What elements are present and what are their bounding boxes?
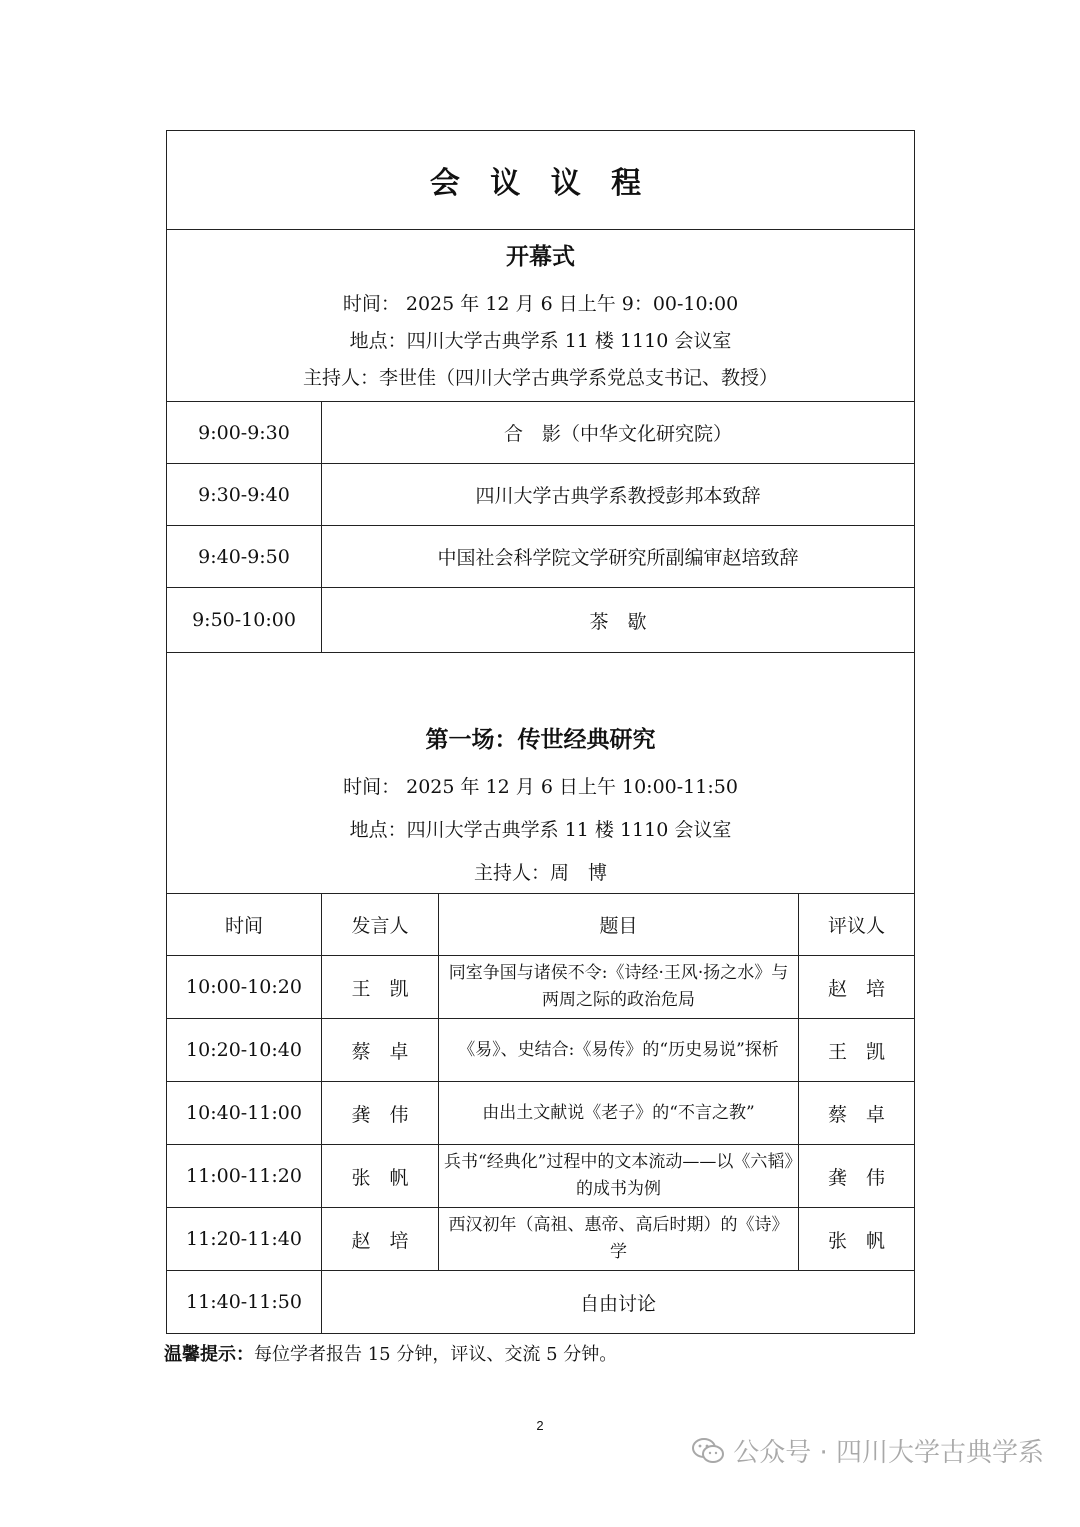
- table-row: [167, 1208, 915, 1271]
- session1-place: 地点：四川大学古典学系 11 楼 1110 会议室: [349, 819, 732, 841]
- talk-time: 10:20-10:40: [167, 1019, 322, 1082]
- session1-host: 主持人：周 博: [474, 862, 608, 884]
- talk-reviewer: 王 凯: [799, 1019, 915, 1082]
- opening-time: 时间： 2025 年 12 月 6 日上午 9：00-10:00: [342, 292, 739, 315]
- talk-speaker: 王 凯: [322, 956, 439, 1019]
- agenda-table: [166, 130, 915, 1334]
- header-speaker: 发言人: [322, 894, 439, 956]
- talk-speaker: 龚 伟: [322, 1082, 439, 1145]
- table-row: [167, 588, 915, 653]
- row-time: 9:50-10:00: [167, 588, 322, 653]
- closing-time: 11:40-11:50: [167, 1271, 322, 1334]
- opening-host: 主持人：李世佳（四川大学古典学系党总支书记、教授）: [303, 366, 779, 389]
- table-row: [167, 1019, 915, 1082]
- tip-text: 每位学者报告 15 分钟，评议、交流 5 分钟。: [254, 1344, 618, 1365]
- tip-label: 温馨提示：: [164, 1344, 254, 1365]
- talk-speaker: 张 帆: [322, 1145, 439, 1208]
- watermark: [691, 1432, 1044, 1469]
- talk-speaker: 赵 培: [322, 1208, 439, 1271]
- talk-topic: 由出土文献说《老子》的“不言之教”: [439, 1082, 799, 1145]
- talk-reviewer: 蔡 卓: [799, 1082, 915, 1145]
- talk-topic: 兵书“经典化”过程中的文本流动——以《六韬》的成书为例: [439, 1145, 799, 1208]
- session1-time: 时间： 2025 年 12 月 6 日上午 10:00-11:50: [343, 776, 738, 798]
- talk-time: 10:40-11:00: [167, 1082, 322, 1145]
- watermark-text: 公众号 · 四川大学古典学系: [733, 1438, 1044, 1468]
- session1-heading: 第一场：传世经典研究: [425, 727, 656, 753]
- table-row: [167, 1271, 915, 1334]
- table-row: [167, 956, 915, 1019]
- talk-reviewer: 张 帆: [799, 1208, 915, 1271]
- talk-time: 11:20-11:40: [167, 1208, 322, 1271]
- talk-speaker: 蔡 卓: [322, 1019, 439, 1082]
- talk-time: 10:00-10:20: [167, 956, 322, 1019]
- opening-place: 地点：四川大学古典学系 11 楼 1110 会议室: [349, 329, 732, 352]
- talk-reviewer: 赵 培: [799, 956, 915, 1019]
- wechat-icon: [691, 1437, 725, 1465]
- header-time: 时间: [167, 894, 322, 956]
- row-time: 9:40-9:50: [167, 526, 322, 588]
- talk-topic: 西汉初年（高祖、惠帝、高后时期）的《诗》学: [439, 1208, 799, 1271]
- talk-topic: 《易》、史结合:《易传》的“历史易说”探析: [439, 1019, 799, 1082]
- header-topic: 题目: [439, 894, 799, 956]
- row-item: 合 影（中华文化研究院）: [322, 402, 915, 464]
- row-time: 9:00-9:30: [167, 402, 322, 464]
- table-header-row: [167, 894, 915, 956]
- table-row: [167, 402, 915, 464]
- talk-reviewer: 龚 伟: [799, 1145, 915, 1208]
- table-row: [167, 464, 915, 526]
- row-item: 中国社会科学院文学研究所副编审赵培致辞: [322, 526, 915, 588]
- talk-topic: 同室争国与诸侯不令:《诗经·王风·扬之水》与两周之际的政治危局: [439, 956, 799, 1019]
- tip-note: [164, 1340, 617, 1366]
- page-title: 会 议 议 程: [167, 131, 915, 230]
- table-row: [167, 526, 915, 588]
- row-item: 四川大学古典学系教授彭邦本致辞: [322, 464, 915, 526]
- agenda-sheet: [166, 130, 914, 1334]
- table-row: [167, 1082, 915, 1145]
- row-item: 茶 歇: [322, 588, 915, 653]
- talk-time: 11:00-11:20: [167, 1145, 322, 1208]
- table-row: [167, 1145, 915, 1208]
- header-reviewer: 评议人: [799, 894, 915, 956]
- row-time: 9:30-9:40: [167, 464, 322, 526]
- session1-info: [167, 653, 915, 894]
- opening-info: [167, 230, 915, 402]
- opening-heading: 开幕式: [506, 243, 576, 270]
- closing-item: 自由讨论: [322, 1271, 915, 1334]
- page-number: 2: [536, 1418, 544, 1433]
